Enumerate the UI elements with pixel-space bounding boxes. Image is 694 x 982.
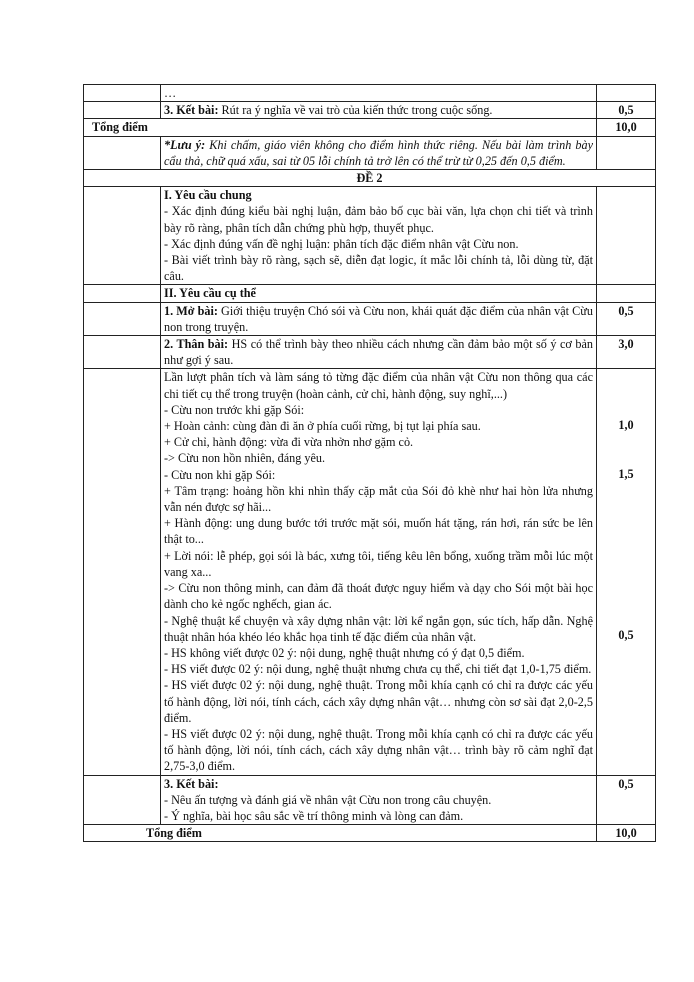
score-cell: 3,0 [597, 336, 656, 369]
table-row [84, 285, 656, 302]
list-item: -> Cừu non thông minh, can đảm đã thoát được nguy hiểm và dạy cho Sói một bài học dành cho kẻ ngốc nghếch, gian ác. [164, 581, 593, 612]
list-item: - HS viết được 02 ý: nội dung, nghệ thuật. Trong mỗi khía cạnh có chỉ ra được các yếu tố hành động, lời nói, tính cách, cách xây dựng nhân vật… trình bày rõ cảm nghĩ đạt 2,75-3,0 điểm. [164, 726, 593, 774]
list-item: - HS viết được 02 ý: nội dung, nghệ thuật. Trong mỗi khía cạnh có chỉ ra được các yếu tố hành động, lời nói, tính cách, cách xây dựng nhân vật… nhưng còn sơ sài đạt 2,0-2,5 điểm. [164, 678, 593, 725]
row-label: 2. Thân bài: [164, 337, 229, 352]
table-row [84, 369, 656, 775]
de2-title: ĐỀ 2 [84, 170, 656, 187]
row-text: HS có thể trình bày theo nhiều cách nhưng cần đảm bảo một số ý cơ bản như gợi ý sau. [164, 337, 593, 368]
list-item: - Nghệ thuật kể chuyện và xây dựng nhân vật: lời kể ngắn gọn, súc tích, hấp dẫn. Nghệ thuật nhân hóa khéo léo khắc họa tinh tế đặc điểm của nhân vật. [164, 613, 593, 644]
row-label: 1. Mở bài: [164, 303, 218, 318]
list-item: Lần lượt phân tích và làm sáng tỏ từng đặc điểm của nhân vật Cừu non thông qua các chi tiết cụ thể trong truyện (hoàn cảnh, cử chỉ, hành động, suy nghĩ,...) [164, 370, 593, 401]
list-item: + Hành động: ung dung bước tới trước mặt sói, muốn hát tặng, rán hơi, rán sức be lên thật to... [164, 516, 593, 547]
total-score: 10,0 [597, 119, 656, 136]
ellipsis-cell: … [161, 85, 597, 102]
table-row [84, 336, 656, 369]
list-item: - HS không viết được 02 ý: nội dung, nghệ thuật nhưng có ý đạt 0,5 điểm. [164, 645, 525, 660]
list-item: - Xác định đúng vấn đề nghị luận: phân tích đặc điểm nhân vật Cừu non. [164, 236, 519, 251]
list-item: - Nêu ấn tượng và đánh giá về nhân vật Cừu non trong câu chuyện. [164, 792, 492, 807]
total-label: Tổng điểm [84, 825, 597, 842]
row-text: Rút ra ý nghĩa về vai trò của kiến thức trong cuộc sống. [218, 103, 493, 118]
total-score: 10,0 [597, 825, 656, 842]
row-label: 3. Kết bài: [164, 776, 219, 791]
list-item: + Tâm trạng: hoảng hồn khi nhìn thấy cặp mắt của Sói đỏ khè như hai hòn lửa nhưng vẫn nén được sợ hãi... [164, 483, 593, 515]
score-cell: 0,5 [597, 302, 656, 335]
list-item: - Ý nghĩa, bài học sâu sắc về trí thông minh và lòng can đảm. [164, 808, 464, 823]
score-cell: 0,5 [597, 775, 656, 825]
score-a: 1,0 [618, 418, 634, 433]
list-item: - Cừu non khi gặp Sói: [164, 467, 276, 482]
note-row [84, 136, 656, 169]
row-label: 3. Kết bài: [164, 103, 219, 118]
total-row [84, 119, 656, 136]
note-label: *Lưu ý: [164, 137, 206, 152]
score-b: 1,5 [618, 467, 634, 482]
row-text: Giới thiệu truyện Chó sói và Cừu non, khái quát đặc điểm của nhân vật Cừu non trong truyện. [164, 303, 593, 334]
list-item: + Cử chỉ, hành động: vừa đi vừa nhởn nhơ gặm cỏ. [164, 435, 414, 450]
section-title: II. Yêu cầu cụ thể [161, 285, 597, 302]
note-text: Khi chấm, giáo viên không cho điểm hình thức riêng. Nếu bài làm trình bày cẩu thả, chữ quá xấu, sai từ 05 lỗi chính tả trở lên có thể trừ từ 0,25 đến 0,5 điểm. [164, 137, 593, 168]
table-row [84, 775, 656, 825]
grading-rubric-table [83, 84, 656, 842]
score-cell: 0,5 [597, 102, 656, 119]
list-item: - Xác định đúng kiểu bài nghị luận, đảm bảo bố cục bài văn, lựa chọn chi tiết và trình bày rõ ràng, phân tích dẫn chứng phù hợp, thuyết phục. [164, 204, 593, 235]
list-item: - Bài viết trình bày rõ ràng, sạch sẽ, diễn đạt logic, ít mắc lỗi chính tả, lỗi dùng từ, đặt câu. [164, 253, 593, 284]
table-row [84, 187, 656, 285]
total-label: Tổng điểm [84, 119, 597, 136]
table-row [84, 85, 656, 102]
total-row [84, 825, 656, 842]
section-heading-row [84, 170, 656, 187]
table-row [84, 102, 656, 119]
list-item: -> Cừu non hồn nhiên, đáng yêu. [164, 451, 326, 466]
list-item: - HS viết được 02 ý: nội dung, nghệ thuật nhưng chưa cụ thể, chi tiết đạt 1,0-1,75 điểm. [164, 662, 592, 677]
section-title: I. Yêu cầu chung [164, 188, 252, 203]
table-row [84, 302, 656, 335]
list-item: + Hoàn cảnh: cùng đàn đi ăn ở phía cuối rừng, bị tụt lại phía sau. [164, 419, 481, 434]
list-item: - Cừu non trước khi gặp Sói: [164, 402, 305, 417]
list-item: + Lời nói: lễ phép, gọi sói là bác, xưng tôi, tiếng kêu lên bổng, xuống trầm mỗi lúc một vang xa... [164, 548, 593, 579]
score-cell [597, 369, 656, 775]
score-c: 0,5 [618, 628, 634, 643]
